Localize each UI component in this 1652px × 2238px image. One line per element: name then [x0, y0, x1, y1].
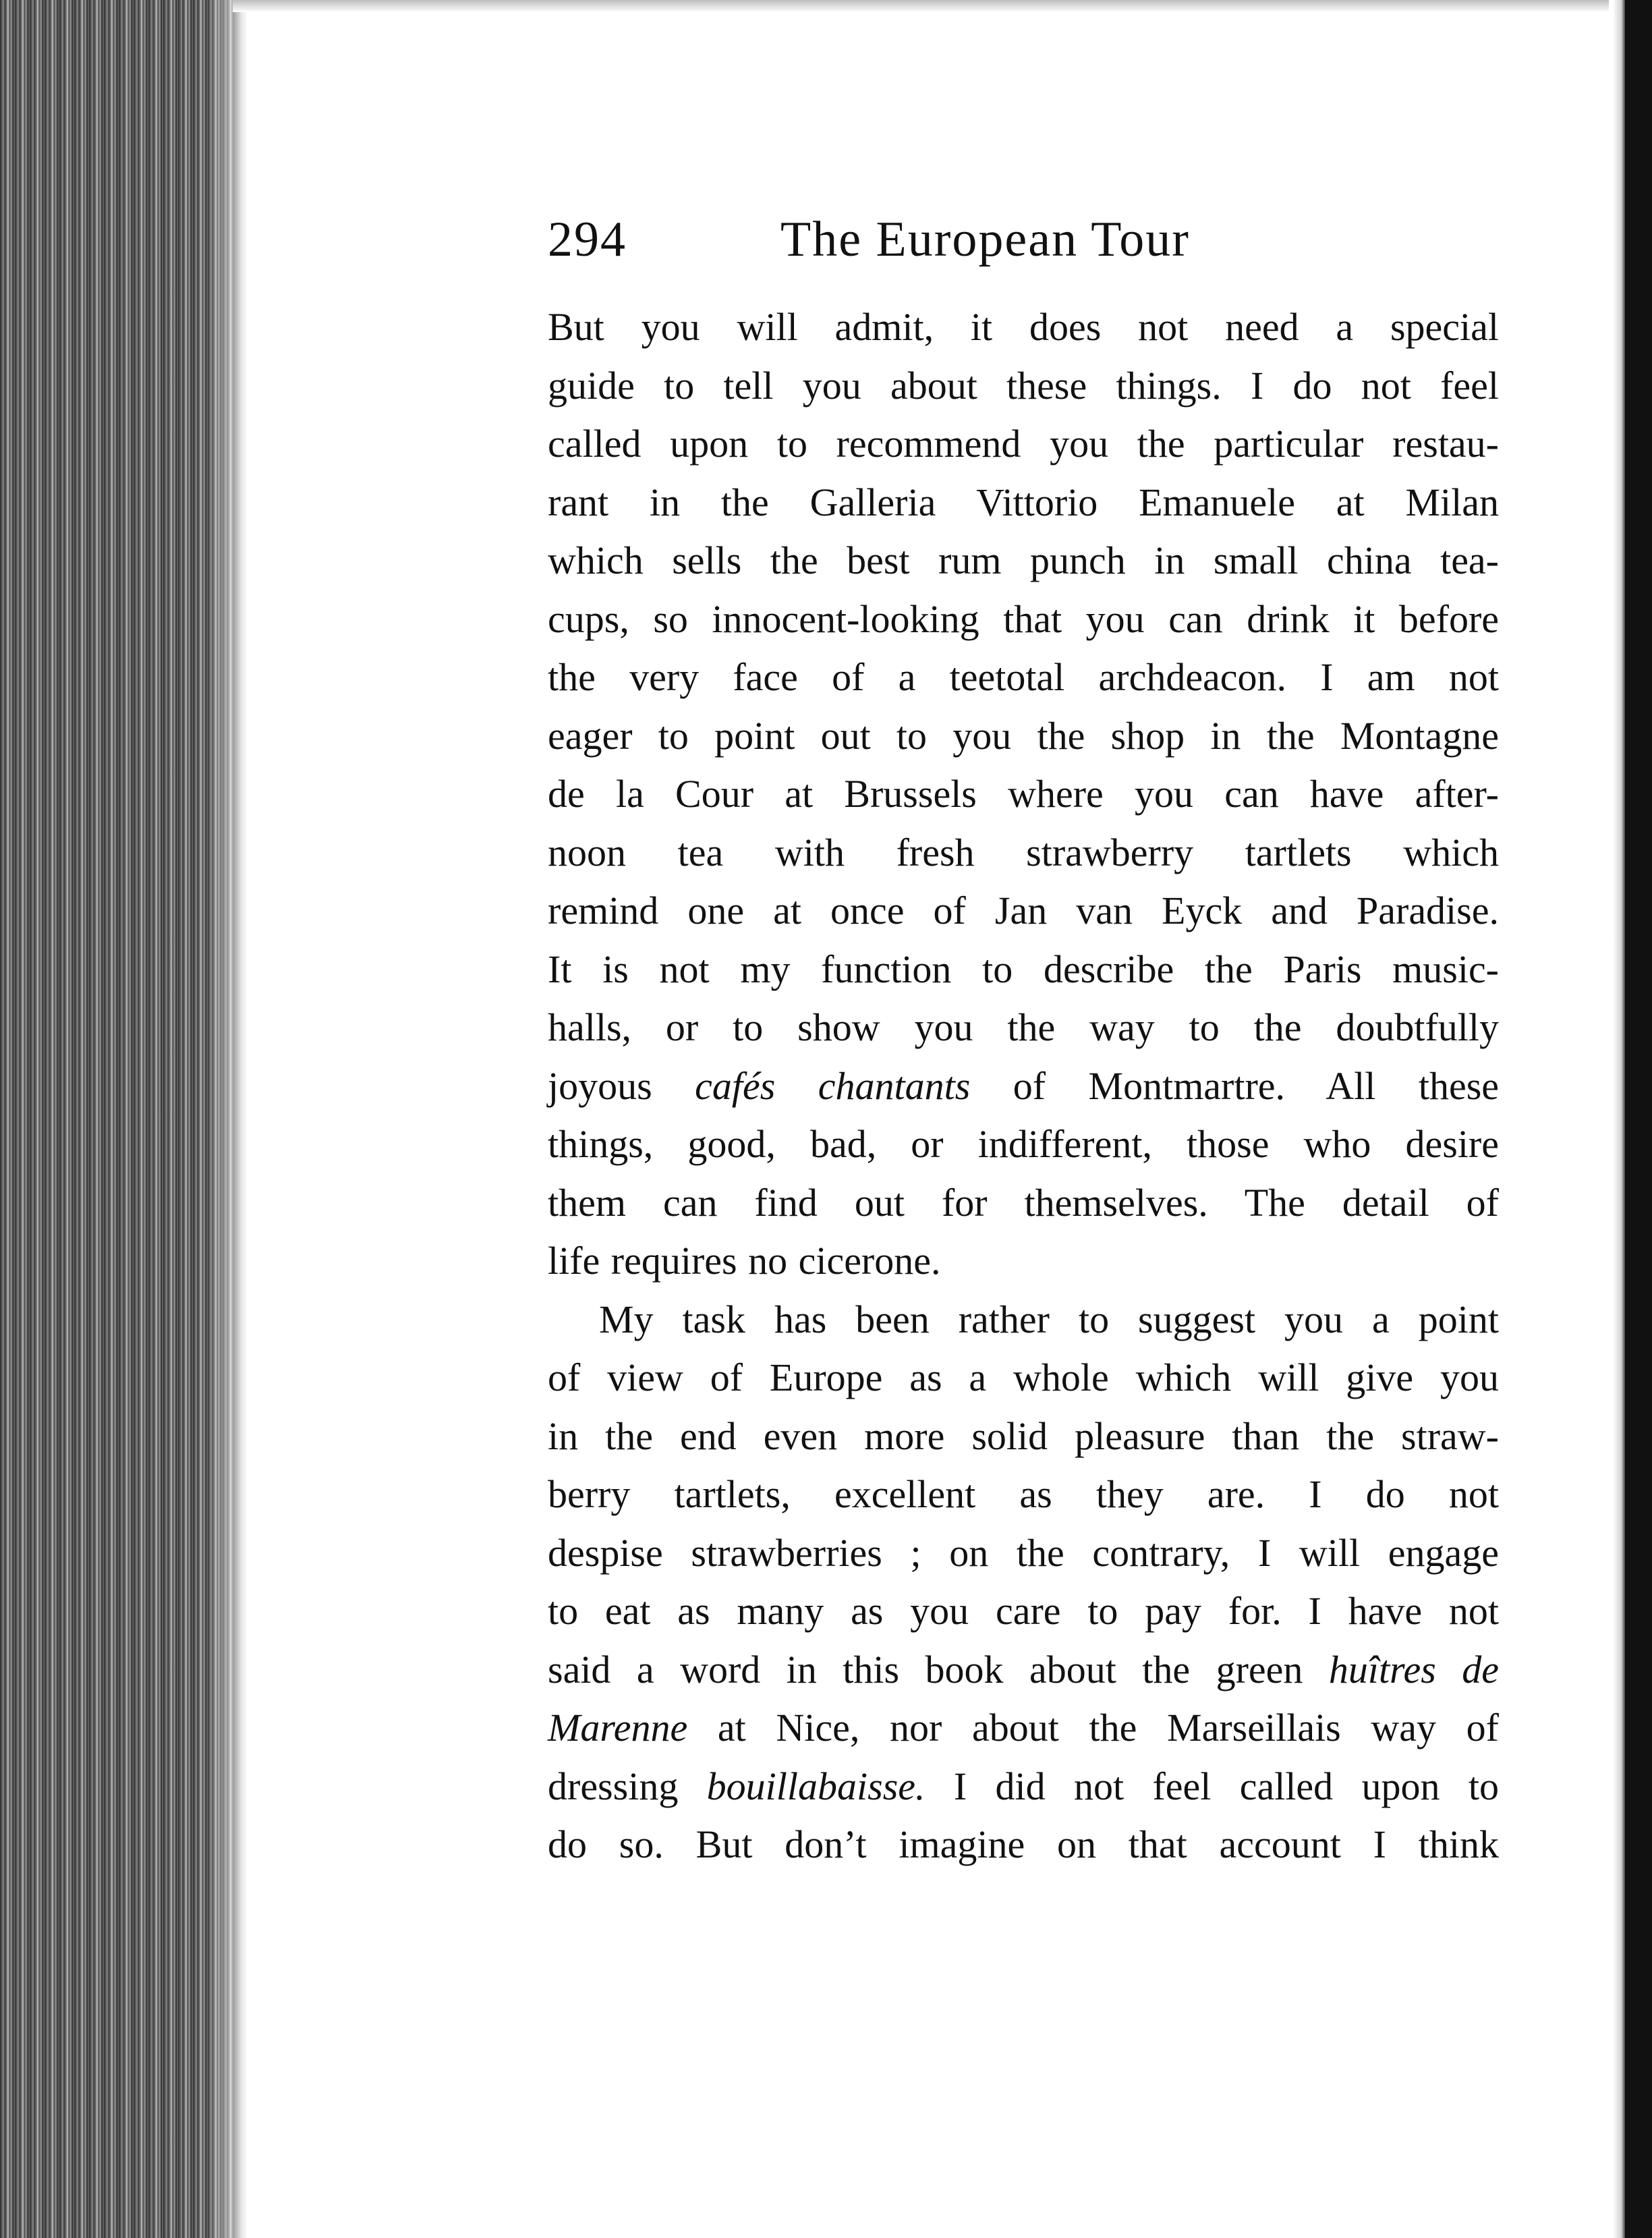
- text-line: [548, 882, 1499, 941]
- text-run: cups, so innocent-looking that you can drink it before: [548, 596, 1499, 641]
- book-page-edges: [0, 0, 233, 2238]
- text-line: [548, 1816, 1499, 1874]
- text-run: eager to point out to you the shop in the Montagne: [548, 713, 1499, 758]
- text-run: in the end even more solid pleasure than the straw-: [548, 1414, 1499, 1458]
- text-run: I did not feel called upon to: [925, 1764, 1499, 1808]
- text-run: But you will admit, it does not need a special: [548, 305, 1499, 349]
- text-run: of view of Europe as a whole which will give you: [548, 1355, 1499, 1399]
- text-run: guide to tell you about these things. I do not feel: [548, 363, 1499, 408]
- page-number: 294: [548, 212, 627, 267]
- right-edge-shadow: [1613, 0, 1625, 2238]
- text-line: [548, 1407, 1499, 1466]
- running-title: The European Tour: [780, 212, 1190, 267]
- text-line: [548, 1174, 1499, 1233]
- text-run: do so. But don’t imagine on that account I think: [548, 1822, 1499, 1866]
- text-run: of Montmartre. All these: [970, 1063, 1500, 1108]
- text-run: rant in the Galleria Vittorio Emanuele at Milan: [548, 480, 1499, 524]
- gutter-shadow: [233, 0, 248, 2238]
- text-run: at Nice, nor about the Marseillais way of: [687, 1706, 1499, 1750]
- text-run: said a word in this book about the green: [548, 1647, 1329, 1691]
- text-run: remind one at once of Jan van Eyck and Paradise.: [548, 889, 1499, 932]
- text-run: dressing: [548, 1764, 707, 1808]
- text-line: [548, 1232, 1499, 1291]
- text-line: [548, 1699, 1499, 1758]
- text-run: things, good, bad, or indifferent, those who desire: [548, 1122, 1499, 1166]
- text-run: called upon to recommend you the particular restau-: [548, 422, 1499, 466]
- text-run: which sells the best rum punch in small china tea-: [548, 538, 1499, 582]
- text-line: [548, 357, 1499, 416]
- text-line: [548, 1758, 1499, 1816]
- text-line: [548, 765, 1499, 824]
- text-run: halls, or to show you the way to the doubtfully: [548, 1005, 1499, 1049]
- text-line: [548, 415, 1499, 474]
- text-line: [548, 941, 1499, 999]
- text-line: [548, 1115, 1499, 1174]
- text-line: [548, 474, 1499, 532]
- italic-text: Marenne: [548, 1706, 688, 1750]
- text-line: [548, 1057, 1499, 1116]
- text-run: joyous: [548, 1063, 695, 1108]
- running-head: [548, 202, 1499, 277]
- text-line: [548, 648, 1499, 707]
- text-run: despise strawberries ; on the contrary, I will engage: [548, 1530, 1499, 1575]
- text-line: [548, 1291, 1499, 1349]
- italic-text: cafés chantants: [695, 1063, 971, 1108]
- text-line: [548, 1349, 1499, 1407]
- text-run: them can find out for themselves. The detail of: [548, 1180, 1499, 1225]
- body-text: [548, 298, 1499, 1874]
- text-line: [548, 1524, 1499, 1583]
- text-run: the very face of a teetotal archdeacon. I am not: [548, 655, 1499, 699]
- text-run: noon tea with fresh strawberry tartlets which: [548, 830, 1499, 874]
- text-line: [548, 1582, 1499, 1641]
- text-line: [548, 532, 1499, 590]
- text-run: It is not my function to describe the Paris music-: [548, 947, 1499, 991]
- text-line: [548, 707, 1499, 766]
- right-scan-border: [1625, 0, 1652, 2238]
- text-run: My task has been rather to suggest you a point: [599, 1297, 1499, 1341]
- top-edge-shadow: [233, 0, 1609, 12]
- italic-text: bouillabaisse.: [706, 1764, 925, 1808]
- text-line: [548, 999, 1499, 1057]
- text-run: de la Cour at Brussels where you can have after-: [548, 772, 1499, 816]
- text-line: [548, 824, 1499, 883]
- text-run: life requires no cicerone.: [548, 1239, 941, 1283]
- text-line: [548, 1465, 1499, 1524]
- italic-text: huîtres de: [1328, 1647, 1499, 1691]
- text-line: [548, 590, 1499, 649]
- text-run: to eat as many as you care to pay for. I have not: [548, 1589, 1499, 1633]
- text-line: [548, 1641, 1499, 1700]
- book-page: [548, 202, 1499, 1874]
- text-line: [548, 298, 1499, 357]
- text-run: berry tartlets, excellent as they are. I do not: [548, 1472, 1499, 1516]
